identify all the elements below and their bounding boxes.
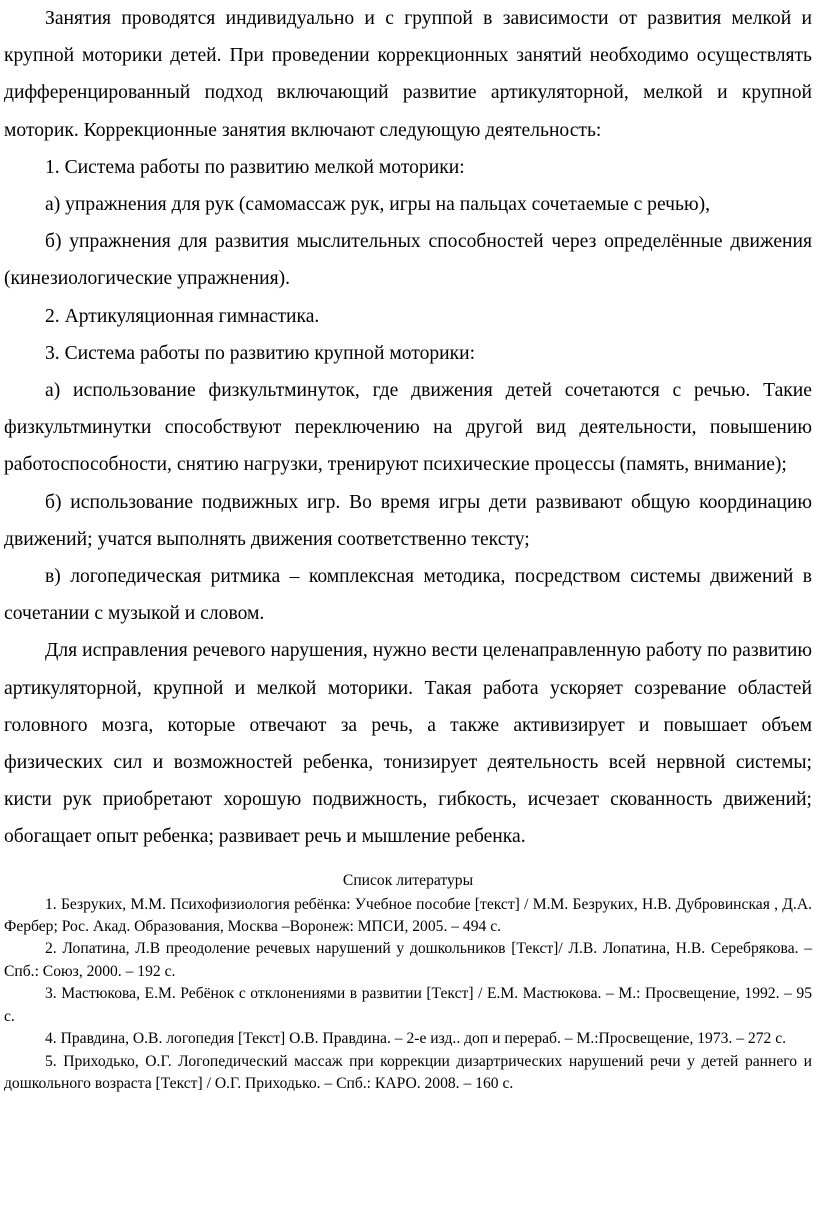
list-item-speech-rhythmics: в) логопедическая ритмика – комплексная методика, посредством системы движений в сочетании с музыкой и словом. (4, 566, 812, 625)
body-text (4, 0, 812, 856)
reference-item: 1. Безруких, М.М. Психофизиология ребёнка: Учебное пособие [текст] / М.М. Безруких, Н.В. Дубровинская , Д.А. Фербер; Рос. Акад. Образования, Москва –Воронеж: МПСИ, 2005. – 494 с. (4, 895, 812, 936)
list-item-hand-exercises: а) упражнения для рук (самомассаж рук, игры на пальцах сочетаемые с речью), (45, 194, 711, 216)
list-item-gross-motor-system: 3. Система работы по развитию крупной моторики: (45, 342, 476, 364)
document-page (4, 0, 812, 1095)
references-title: Список литературы (342, 871, 474, 889)
list-item-physical-breaks: а) использование физкультминуток, где движения детей сочетаются с речью. Такие физкультминутки способствуют переключению на другой вид деятельности, повышению работоспособности, снятию нагрузки, тренируют психические процессы (память, внимание); (4, 380, 812, 476)
paragraph-intro: Занятия проводятся индивидуально и с группой в зависимости от развития мелкой и крупной моторики детей. При проведении коррекционных занятий необходимо осуществлять дифференцированный подход включающий развитие артикуляторной, мелкой и крупной моторик. Коррекционные занятия включают следующую деятельность: (4, 8, 812, 141)
references-list (4, 894, 812, 1096)
reference-item: 4. Правдина, О.В. логопедия [Текст] О.В. Правдина. – 2-е изд.. доп и перераб. – М.:Просвещение, 1973. – 272 с. (45, 1030, 787, 1048)
list-item-kinesiology-exercises: б) упражнения для развития мыслительных способностей через определённые движения (кинезиологические упражнения). (4, 231, 812, 290)
paragraph-conclusion: Для исправления речевого нарушения, нужно вести целенаправленную работу по развитию артикуляторной, крупной и мелкой моторики. Такая работа ускоряет созревание областей головного мозга, которые отвечают за речь, а также активизирует и повышает объем физических сил и возможностей ребенка, тонизирует деятельность всей нервной системы; кисти рук приобретают хорошую подвижность, гибкость, исчезает скованность движений; обогащает опыт ребенка; развивает речь и мышление ребенка. (4, 640, 812, 848)
list-item-articulation-gymnastics: 2. Артикуляционная гимнастика. (45, 305, 320, 327)
reference-item: 5. Приходько, О.Г. Логопедический массаж при коррекции дизартрических нарушений речи у детей раннего и дошкольного возраста [Текст] / О.Г. Приходько. – Спб.: КАРО. 2008. – 160 с. (4, 1052, 812, 1092)
reference-item: 3. Мастюкова, Е.М. Ребёнок с отклонениями в развитии [Текст] / Е.М. Мастюкова. – М.: Просвещение, 1992. – 95 с. (4, 985, 812, 1025)
list-item-outdoor-games: б) использование подвижных игр. Во время игры дети развивают общую координацию движений; учатся выполнять движения соответственно тексту; (4, 491, 812, 550)
list-item-fine-motor-system: 1. Система работы по развитию мелкой моторики: (45, 156, 465, 178)
reference-item: 2. Лопатина, Л.В преодоление речевых нарушений у дошкольников [Текст]/ Л.В. Лопатина, Н.В. Серебрякова. – Спб.: Союз, 2000. – 192 с. (4, 940, 812, 980)
